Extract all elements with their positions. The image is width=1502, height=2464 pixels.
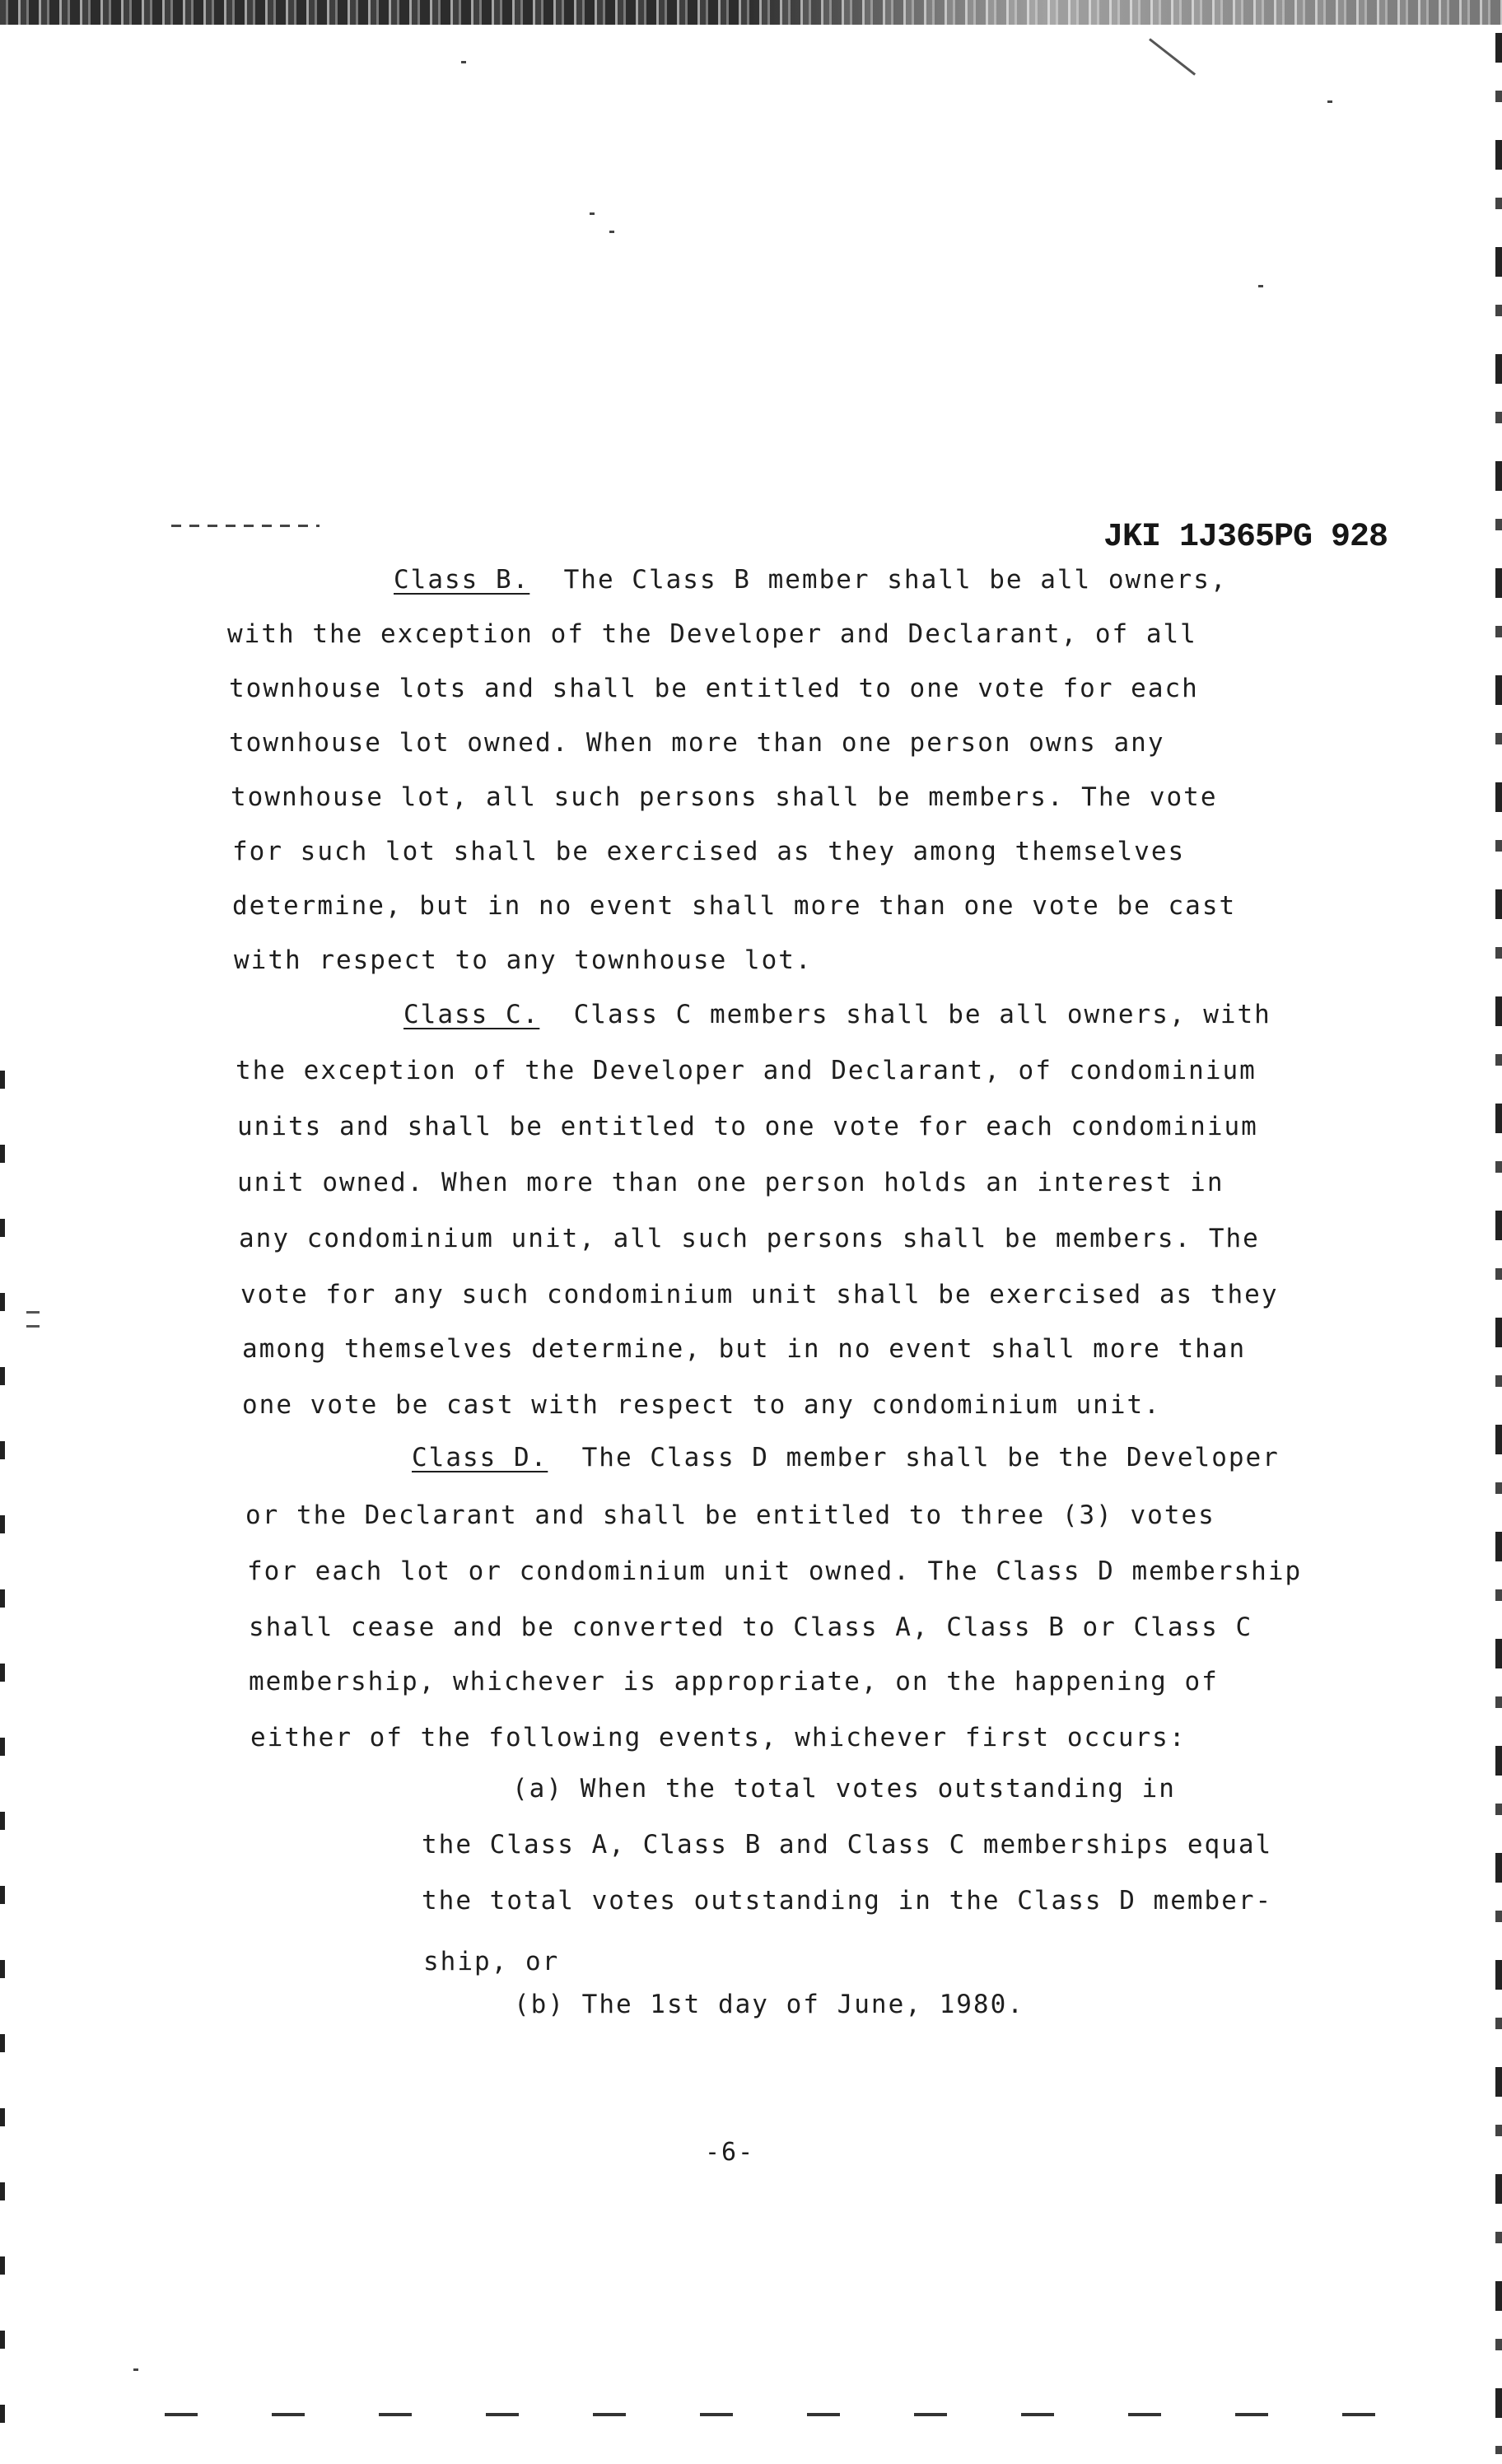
text-line: The Class B member shall be all owners,: [563, 565, 1228, 595]
scan-edge-left: [0, 1071, 5, 2454]
text-line: townhouse lot owned. When more than one person owns any: [229, 728, 1165, 758]
class-b-heading: Class B.: [394, 565, 530, 595]
class-c-heading: Class C.: [403, 1000, 540, 1029]
text-line: The Class D member shall be the Developer: [581, 1443, 1280, 1472]
text-line: townhouse lots and shall be entitled to one vote for each: [229, 674, 1199, 703]
class-b-first-line: [394, 565, 1228, 595]
scan-speck: [1258, 285, 1263, 287]
text-line: townhouse lot, all such persons shall be members. The vote: [231, 782, 1218, 812]
class-d-heading: Class D.: [412, 1443, 548, 1472]
text-line: one vote be cast with respect to any condominium unit.: [242, 1390, 1161, 1420]
text-line: Class C members shall be all owners, with: [573, 1000, 1271, 1029]
text-line: any condominium unit, all such persons shall be members. The: [239, 1224, 1260, 1253]
scan-edge-right: [1495, 33, 1502, 2454]
scan-speck: [133, 2368, 138, 2371]
class-d-first-line: [412, 1443, 1280, 1472]
text-line: for each lot or condominium unit owned. The Class D membership: [247, 1556, 1303, 1586]
text-line: or the Declarant and shall be entitled to three (3) votes: [245, 1500, 1215, 1530]
text-line: (b) The 1st day of June, 1980.: [514, 1990, 1024, 2019]
text-line: shall cease and be converted to Class A, Class B or Class C: [249, 1612, 1253, 1642]
text-line: for such lot shall be exercised as they among themselves: [232, 837, 1186, 866]
scan-edge-top-fade: [741, 0, 1502, 25]
text-line: either of the following events, whichever first occurs:: [250, 1723, 1187, 1752]
class-c-first-line: [403, 1000, 1271, 1029]
scan-edge-bottom: [165, 2413, 1449, 2416]
scan-speck: [1327, 100, 1332, 103]
text-line: the total votes outstanding in the Class D member-: [422, 1886, 1273, 1916]
book-page-stamp: JKI 1J365PG 928: [1103, 519, 1388, 556]
text-line: unit owned. When more than one person holds an interest in: [237, 1168, 1224, 1197]
text-line: units and shall be entitled to one vote for each condominium: [237, 1112, 1258, 1141]
scan-stroke: [1149, 38, 1196, 75]
scan-margin-mark: [26, 1311, 40, 1328]
scan-speck: [461, 61, 466, 63]
text-line: the exception of the Developer and Declarant, of condominium: [236, 1056, 1257, 1085]
text-line: with respect to any townhouse lot.: [234, 945, 813, 975]
scan-dash-mark: [171, 525, 320, 527]
text-line: among themselves determine, but in no event shall more than: [242, 1334, 1247, 1364]
text-line: vote for any such condominium unit shall be exercised as they: [240, 1280, 1279, 1309]
scan-speck: [590, 212, 595, 215]
page-number: -6-: [705, 2138, 755, 2167]
scan-speck: [609, 231, 614, 233]
text-line: the Class A, Class B and Class C memberships equal: [422, 1830, 1273, 1860]
text-line: ship, or: [423, 1947, 560, 1976]
text-line: (a) When the total votes outstanding in: [512, 1774, 1176, 1804]
text-line: with the exception of the Developer and Declarant, of all: [227, 619, 1197, 649]
text-line: determine, but in no event shall more than one vote be cast: [232, 891, 1237, 921]
text-line: membership, whichever is appropriate, on the happening of: [249, 1667, 1219, 1696]
